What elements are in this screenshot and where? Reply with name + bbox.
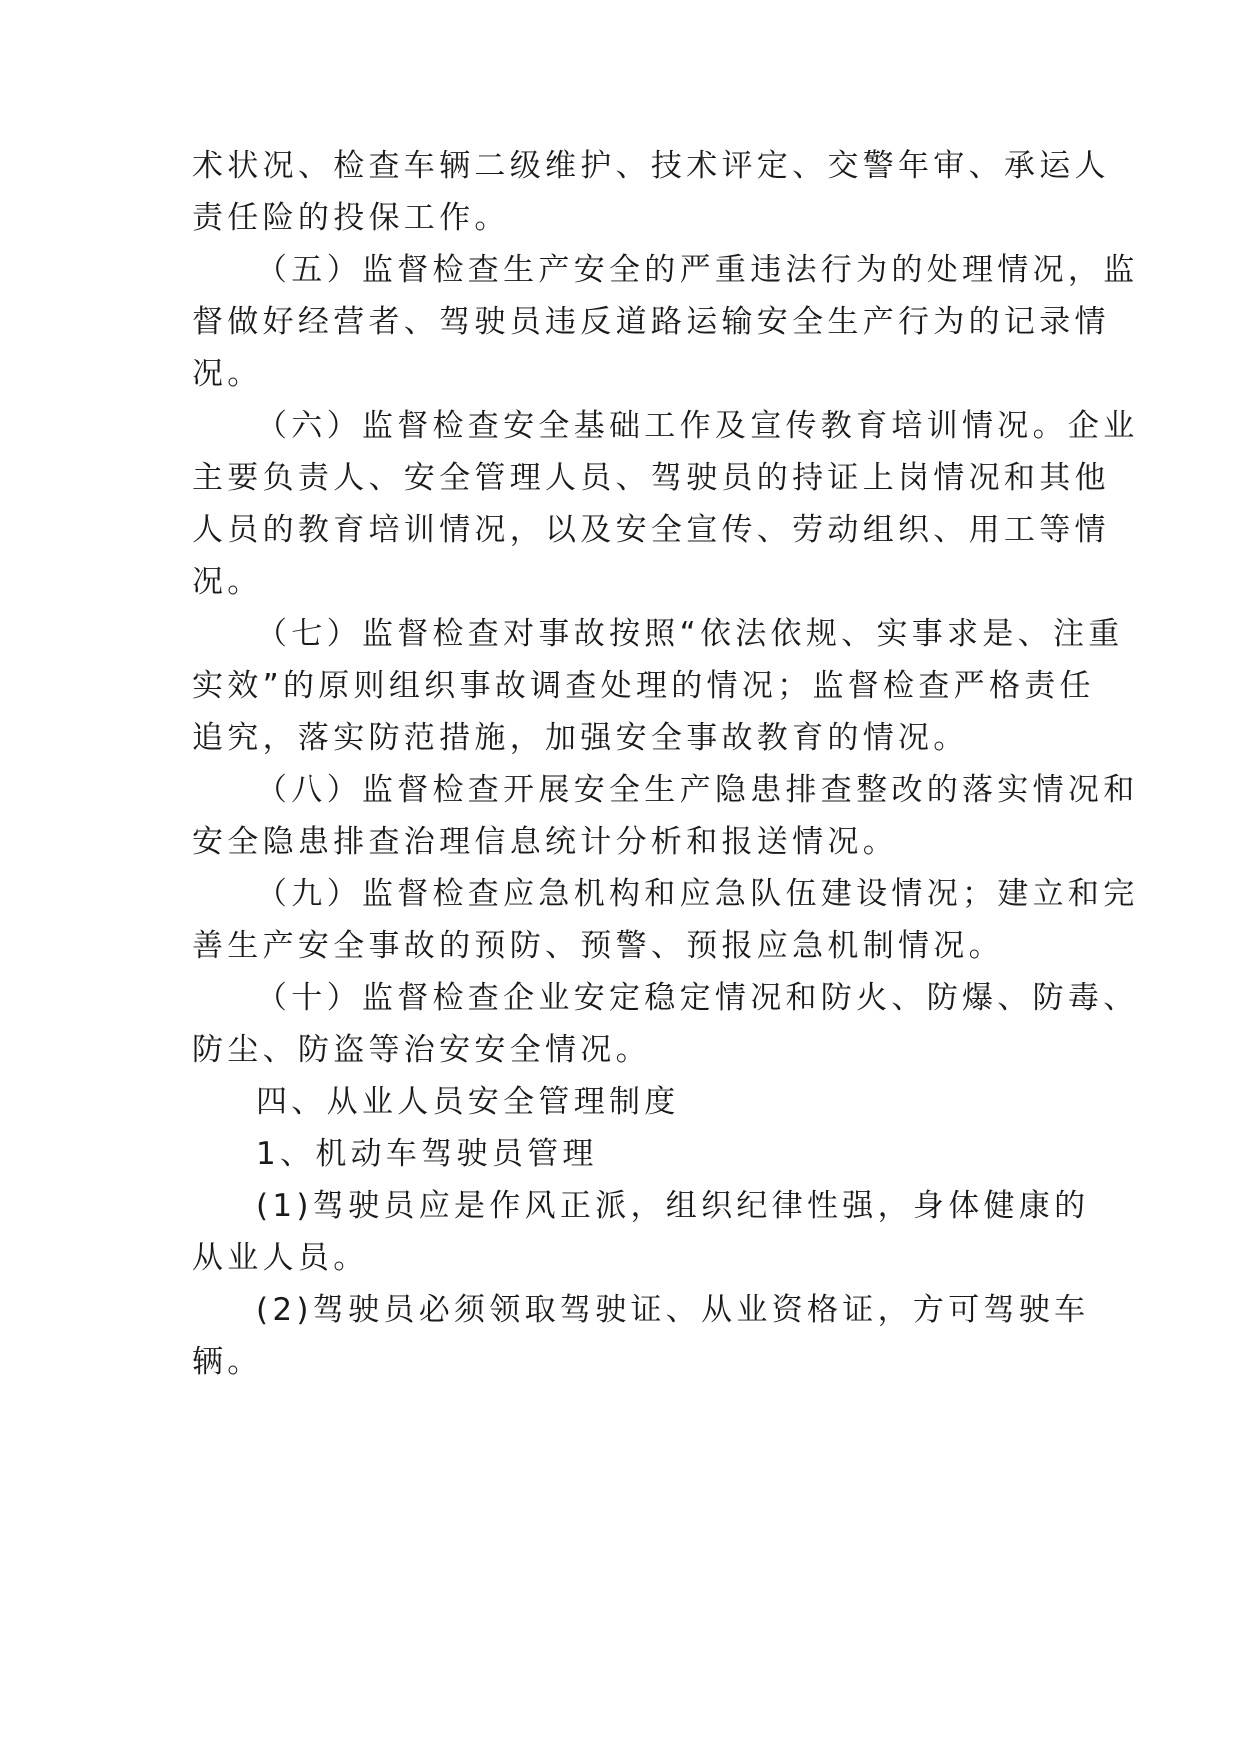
text-line: 人员的教育培训情况，以及安全宣传、劳动组织、用工等情 bbox=[192, 512, 1110, 548]
paragraph-start: （七）监督检查对事故按照“依法依规、实事求是、注重 bbox=[256, 616, 1124, 652]
text-line: 主要负责人、安全管理人员、驾驶员的持证上岗情况和其他 bbox=[192, 460, 1110, 496]
text-line: 术状况、检查车辆二级维护、技术评定、交警年审、承运人 bbox=[192, 148, 1110, 184]
paragraph-start: (1)驾驶员应是作风正派，组织纪律性强，身体健康的 bbox=[256, 1188, 1090, 1224]
paragraph-start: （八）监督检查开展安全生产隐患排查整改的落实情况和 bbox=[256, 772, 1139, 808]
text-line: 辆。 bbox=[192, 1344, 263, 1380]
subsection-heading: 1、机动车驾驶员管理 bbox=[256, 1136, 598, 1172]
paragraph-start: （五）监督检查生产安全的严重违法行为的处理情况，监 bbox=[256, 252, 1139, 288]
text-line: 实效”的原则组织事故调查处理的情况；监督检查严格责任 bbox=[192, 668, 1095, 704]
text-line: 防尘、防盗等治安安全情况。 bbox=[192, 1032, 651, 1068]
paragraph-start: （九）监督检查应急机构和应急队伍建设情况；建立和完 bbox=[256, 876, 1139, 912]
text-line: 责任险的投保工作。 bbox=[192, 200, 510, 236]
text-line: 从业人员。 bbox=[192, 1240, 369, 1276]
text-line: 善生产安全事故的预防、预警、预报应急机制情况。 bbox=[192, 928, 1004, 964]
section-heading: 四、从业人员安全管理制度 bbox=[256, 1084, 680, 1120]
paragraph-start: (2)驾驶员必须领取驾驶证、从业资格证，方可驾驶车 bbox=[256, 1292, 1090, 1328]
paragraph-start: （十）监督检查企业安定稳定情况和防火、防爆、防毒、 bbox=[256, 980, 1139, 1016]
text-line: 况。 bbox=[192, 356, 263, 392]
text-line: 况。 bbox=[192, 564, 263, 600]
text-line: 督做好经营者、驾驶员违反道路运输安全生产行为的记录情 bbox=[192, 304, 1110, 340]
text-line: 安全隐患排查治理信息统计分析和报送情况。 bbox=[192, 824, 898, 860]
text-line: 追究，落实防范措施，加强安全事故教育的情况。 bbox=[192, 720, 969, 756]
paragraph-start: （六）监督检查安全基础工作及宣传教育培训情况。企业 bbox=[256, 408, 1139, 444]
